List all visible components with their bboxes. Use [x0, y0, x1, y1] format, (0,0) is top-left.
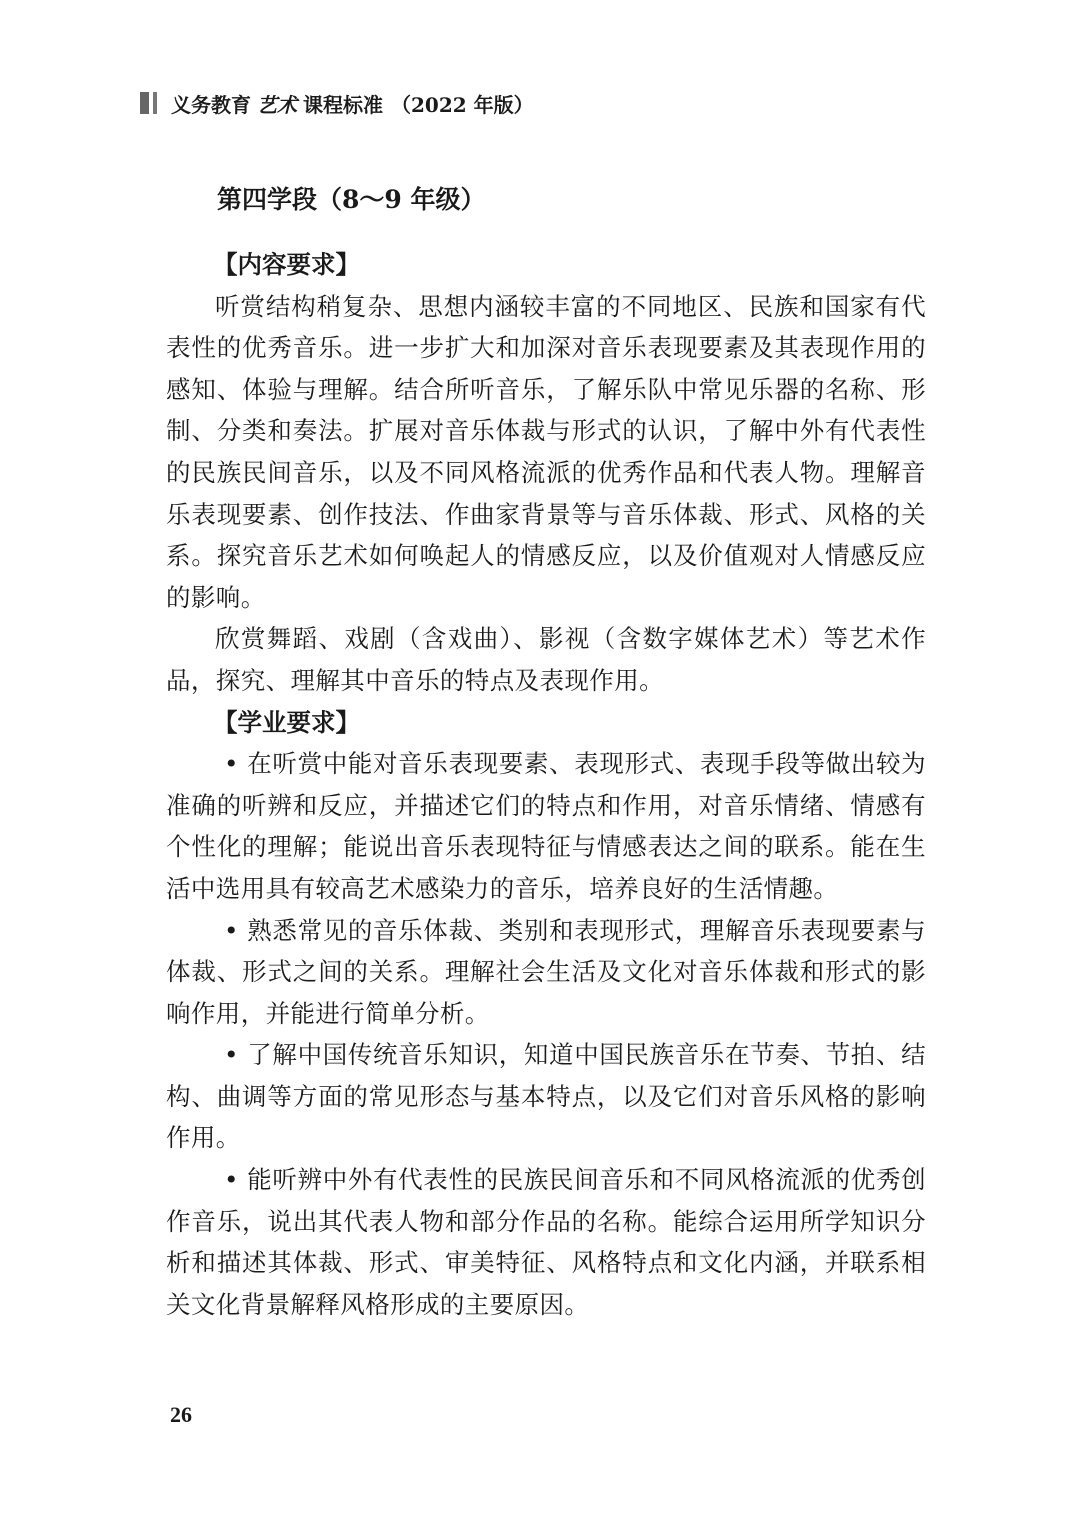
book-title — [171, 89, 534, 118]
academic-bullet: • 在听赏中能对音乐表现要素、表现形式、表现手段等做出较为准确的听辨和反应，并描述它们的特点和作用，对音乐情绪、情感有个性化的理解；能说出音乐表现特征与情感表达之间的联系。能在生活中选用具有较高艺术感染力的音乐，培养良好的生活情趣。 — [166, 749, 926, 903]
academic-bullet: • 熟悉常见的音乐体裁、类别和表现形式，理解音乐表现要素与体裁、形式之间的关系。理解社会生活及文化对音乐体裁和形式的影响作用，并能进行简单分析。 — [166, 915, 926, 1028]
academic-requirements-heading: 【学业要求】 — [213, 707, 360, 737]
academic-bullet: • 了解中国传统音乐知识，知道中国民族音乐在节奏、节拍、结构、曲调等方面的常见形态与基本特点，以及它们对音乐风格的影响作用。 — [166, 1040, 926, 1153]
academic-bullet: • 能听辨中外有代表性的民族民间音乐和不同风格流派的优秀创作音乐，说出其代表人物和部分作品的名称。能综合运用所学知识分析和描述其体裁、形式、审美特征、风格特点和文化内涵，并联系相关文化背景解释风格形成的主要原因。 — [166, 1165, 926, 1319]
section-title: 第四学段（8～9 年级） — [217, 185, 486, 214]
book-title-main: 义务教育 — [171, 92, 251, 117]
content-paragraph: 欣赏舞蹈、戏剧（含戏曲）、影视（含数字媒体艺术）等艺术作品，探究、理解其中音乐的特点及表现作用。 — [166, 624, 926, 695]
header-bars-icon — [140, 92, 161, 114]
page-body — [166, 178, 926, 1325]
content-paragraph: 听赏结构稍复杂、思想内涵较丰富的不同地区、民族和国家有代表性的优秀音乐。进一步扩大和加深对音乐表现要素及其表现作用的感知、体验与理解。结合所听音乐，了解乐队中常见乐器的名称、形制、分类和奏法。扩展对音乐体裁与形式的认识，了解中外有代表性的民族民间音乐，以及不同风格流派的优秀作品和代表人物。理解音乐表现要素、创作技法、作曲家背景等与音乐体裁、形式、风格的关系。探究音乐艺术如何唤起人的情感反应，以及价值观对人情感反应的影响。 — [166, 291, 926, 612]
page-number: 26 — [170, 1402, 192, 1427]
running-header — [140, 88, 534, 118]
book-title-subject: 艺术 — [257, 92, 297, 117]
content-requirements-heading: 【内容要求】 — [213, 250, 360, 279]
book-title-rest: 课程标准 — [303, 92, 383, 117]
book-edition: （2022 年版） — [391, 92, 534, 117]
